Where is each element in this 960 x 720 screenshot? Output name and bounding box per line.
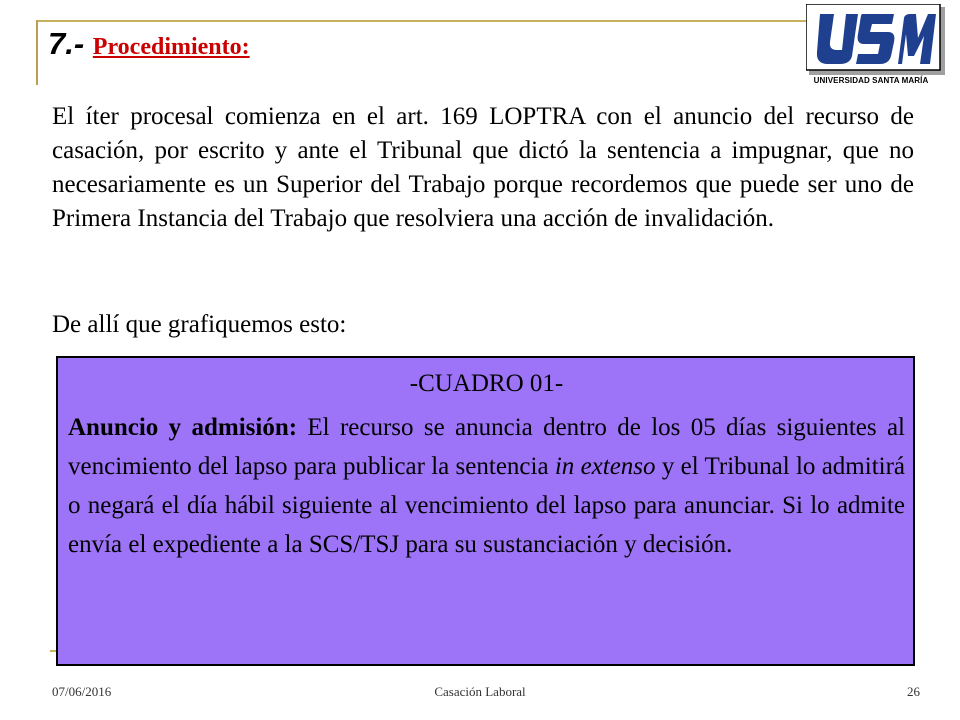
lead-text: De allí que grafiquemos esto:	[52, 311, 347, 338]
box-label: Anuncio y admisión:	[68, 414, 298, 441]
frame-left-line	[36, 20, 38, 85]
footer-page-number: 26	[907, 684, 920, 699]
logo-caption: UNIVERSIDAD SANTA MARÍA	[813, 76, 929, 85]
box-body	[68, 408, 905, 564]
footer-date: 07/06/2016	[52, 684, 112, 699]
box-text-1: El recurso se anuncia dentro de los 05 días siguientes al vencimiento del lapso para publicar la sentencia	[68, 414, 905, 480]
section-heading: Procedimiento:	[92, 34, 250, 60]
section-number: 7.-	[48, 26, 93, 61]
body-paragraph: El íter procesal comienza en el art. 169 LOPTRA con el anuncio del recurso de casación, por escrito y ante el Tribunal que dictó la sentencia a impugnar, que no necesariamente es un Superior del Trabajo porque recordemos que puede ser uno de Primera Instancia del Trabajo que resolviera una acción de invalidación.	[52, 103, 914, 232]
box-italic: in extenso	[554, 453, 656, 480]
frame-top-line	[36, 20, 806, 22]
cuadro-box	[56, 356, 915, 666]
box-text-2: y el Tribunal lo admitirá o negará el día hábil siguiente al vencimiento del lapso para anunciar. Si lo admite envía el expediente a la SCS/TSJ para su sustanciación y decisión.	[68, 453, 906, 558]
footer-title: Casación Laboral	[434, 684, 526, 699]
usm-logo-icon	[806, 4, 948, 76]
slide-title	[48, 26, 250, 62]
box-title: -CUADRO 01-	[409, 370, 564, 397]
university-logo	[806, 4, 948, 92]
